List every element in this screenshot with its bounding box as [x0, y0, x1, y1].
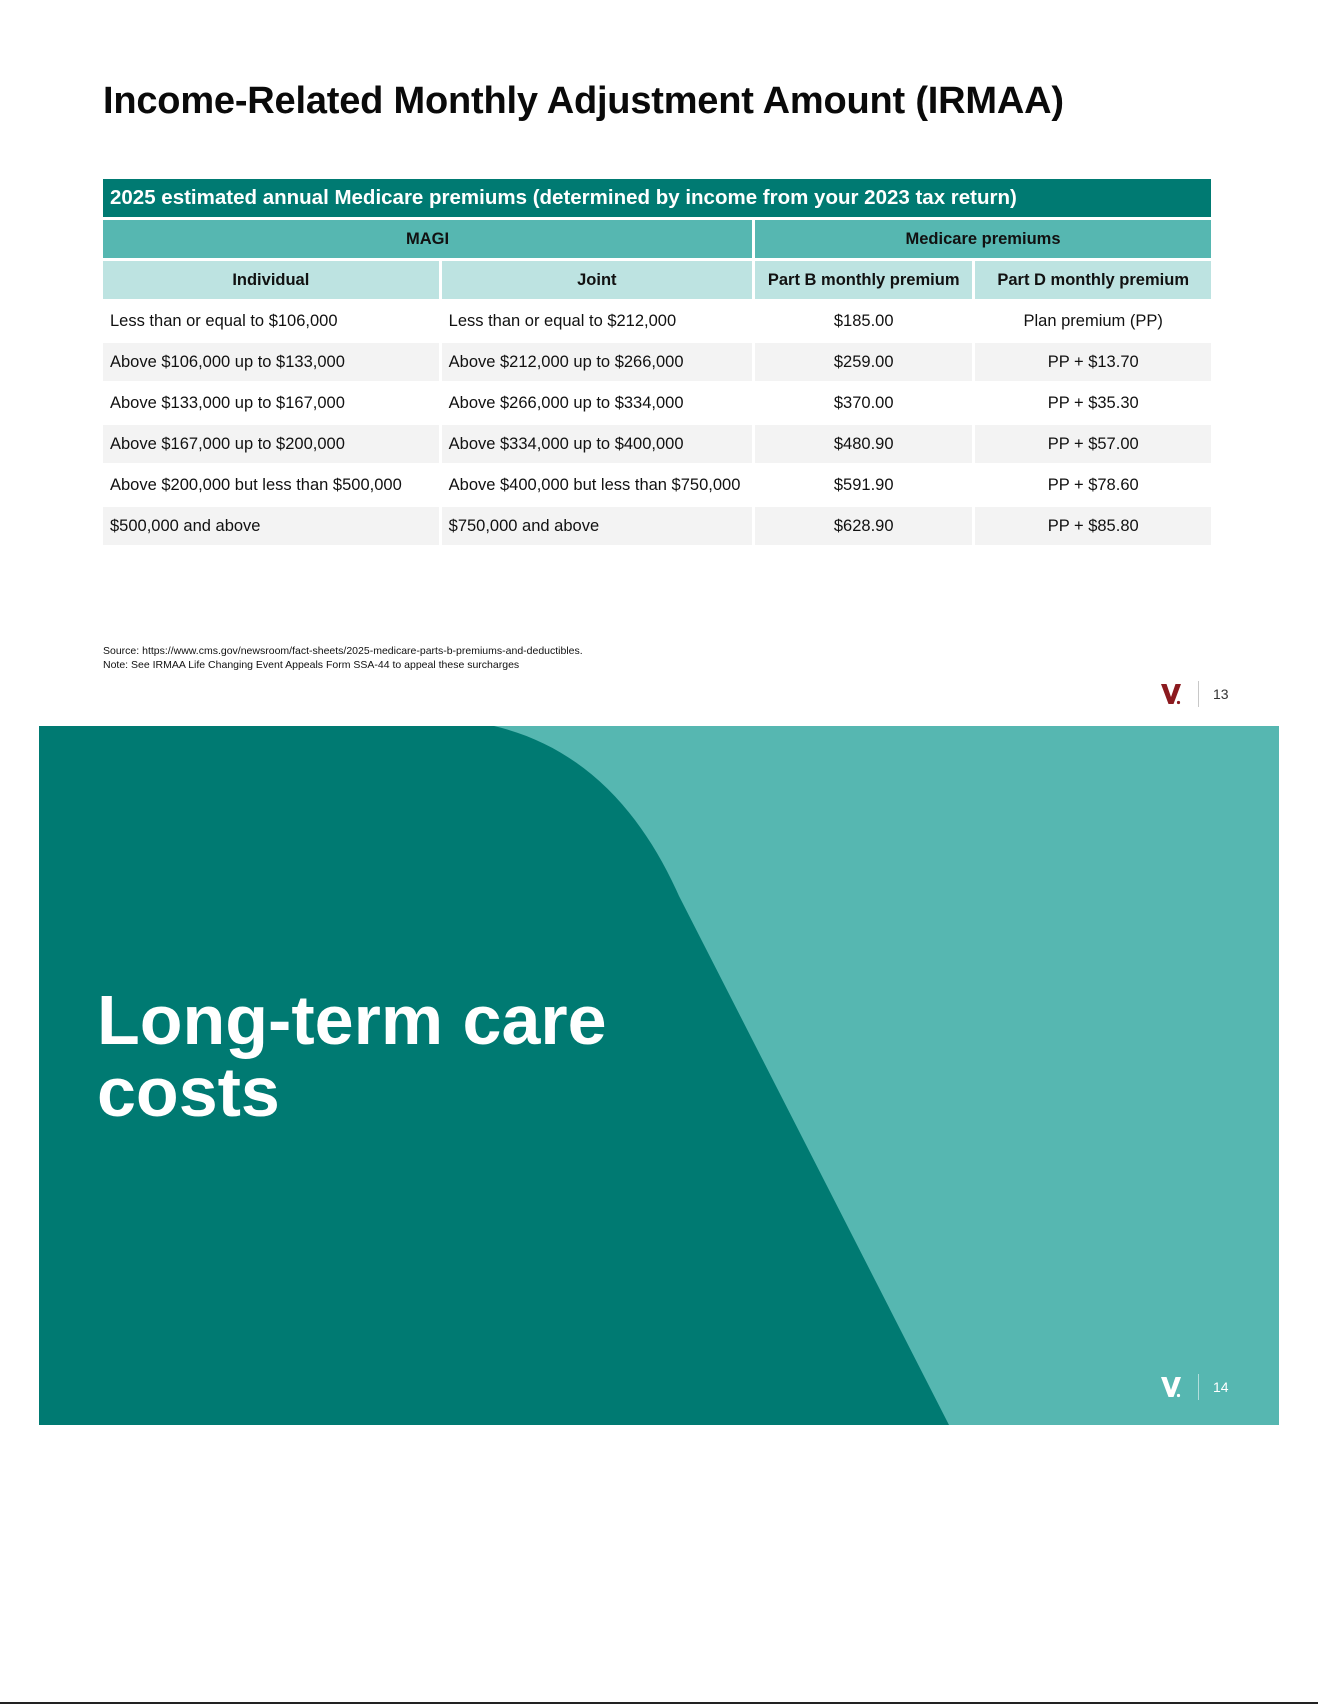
table-caption-row — [103, 179, 1211, 217]
slide-footer-13 — [1160, 681, 1229, 707]
cell-individual: Less than or equal to $106,000 — [110, 311, 338, 330]
v-logo-icon — [1160, 683, 1182, 705]
column-header-part-d: Part D monthly premium — [975, 261, 1211, 299]
cell-individual: Above $133,000 up to $167,000 — [110, 393, 345, 412]
column-header-part-b: Part B monthly premium — [755, 261, 972, 299]
page-bottom-rule — [0, 1702, 1318, 1704]
section-title-line-1: Long-term care — [97, 981, 607, 1059]
cell-joint: Above $400,000 but less than $750,000 — [448, 475, 741, 494]
cell-part-d: Plan premium (PP) — [1023, 311, 1163, 330]
cell-part-b: $628.90 — [755, 507, 972, 545]
cell-part-b: $591.90 — [833, 475, 894, 494]
cell-part-b: $185.00 — [833, 311, 894, 330]
table-row — [103, 384, 1211, 422]
column-header-joint: Joint — [442, 261, 752, 299]
table-row — [103, 507, 1211, 545]
section-title-line-2: costs — [97, 1053, 280, 1131]
cell-part-d: PP + $13.70 — [975, 343, 1211, 381]
cell-part-b: $370.00 — [833, 393, 894, 412]
footer-divider — [1198, 681, 1199, 707]
appeal-note: Note: See IRMAA Life Changing Event Appeals Form SSA-44 to appeal these surcharges — [103, 659, 520, 671]
footnotes — [103, 644, 583, 672]
cell-individual: Above $167,000 up to $200,000 — [103, 425, 439, 463]
group-header-row — [103, 220, 1211, 258]
cell-joint: Above $334,000 up to $400,000 — [442, 425, 752, 463]
cell-joint: $750,000 and above — [442, 507, 752, 545]
cell-part-d: PP + $35.30 — [1047, 393, 1139, 412]
cell-part-b: $259.00 — [755, 343, 972, 381]
cell-part-d: PP + $57.00 — [975, 425, 1211, 463]
v-logo-white-icon — [1160, 1376, 1182, 1398]
group-header-magi: MAGI — [103, 220, 752, 258]
table-caption: 2025 estimated annual Medicare premiums (determined by income from your 2023 tax return) — [103, 179, 1211, 217]
table-row — [103, 302, 1211, 340]
irmaa-table — [100, 176, 1214, 548]
page-title: Income-Related Monthly Adjustment Amount (IRMAA) — [103, 80, 1064, 122]
cell-joint: Above $266,000 up to $334,000 — [448, 393, 684, 412]
cell-individual: Above $106,000 up to $133,000 — [103, 343, 439, 381]
group-header-medicare-premiums: Medicare premiums — [755, 220, 1211, 258]
table-row — [103, 466, 1211, 504]
page-number: 13 — [1213, 686, 1229, 702]
cell-part-b: $480.90 — [755, 425, 972, 463]
section-slide-long-term-care — [39, 726, 1279, 1425]
cell-part-d: PP + $78.60 — [1047, 475, 1139, 494]
table-row — [103, 425, 1211, 463]
column-header-row — [103, 261, 1211, 299]
cell-joint: Above $212,000 up to $266,000 — [442, 343, 752, 381]
column-header-individual: Individual — [103, 261, 439, 299]
cell-individual: $500,000 and above — [103, 507, 439, 545]
slide-footer-14 — [1160, 1374, 1229, 1400]
source-note: Source: https://www.cms.gov/newsroom/fact-sheets/2025-medicare-parts-b-premiums-and-deductibles. — [103, 645, 583, 657]
section-title — [97, 981, 697, 1131]
cell-part-d: PP + $85.80 — [975, 507, 1211, 545]
cell-joint: Less than or equal to $212,000 — [448, 311, 677, 330]
table-row — [103, 343, 1211, 381]
footer-divider — [1198, 1374, 1199, 1400]
cell-individual: Above $200,000 but less than $500,000 — [110, 475, 402, 494]
page-number: 14 — [1213, 1379, 1229, 1395]
